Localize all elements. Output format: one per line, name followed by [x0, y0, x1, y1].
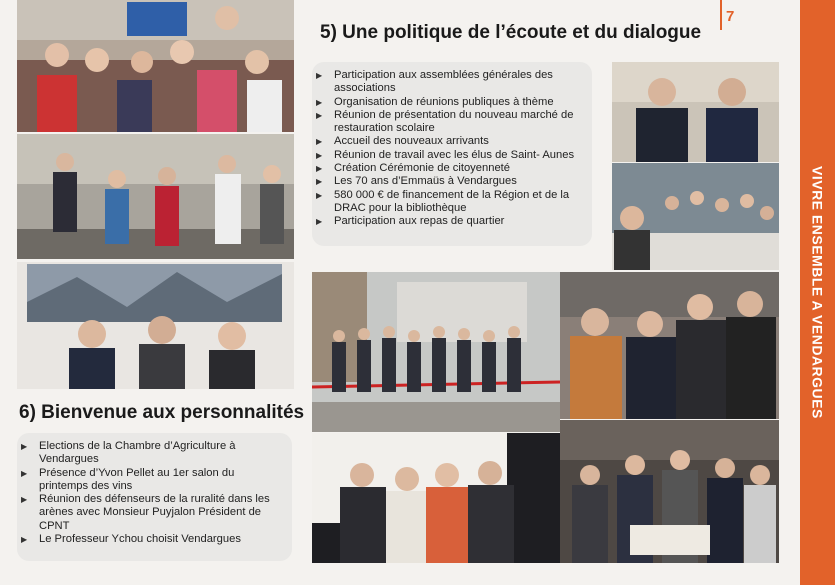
section-5-title: 5) Une politique de l’écoute et du dialogue: [320, 22, 702, 43]
photo-ribbon-cutting: [312, 272, 560, 432]
list-item: ▶ Participation aux repas de quartier: [312, 215, 584, 228]
photo-two-men-table: [612, 62, 779, 162]
list-item: ▶ 580 000 € de financement de la Région et de la DRAC pour la bibliothèque: [312, 189, 584, 216]
photo-four-people-dark: [312, 433, 560, 563]
section-5-box: [312, 62, 592, 246]
photo-three-officials-mural: [17, 262, 294, 389]
list-item: ▶ Elections de la Chambre d’Agriculture à Vendargues: [17, 440, 284, 467]
page-rule: [720, 0, 722, 30]
section-5-list: [312, 62, 592, 229]
page-number: 7: [726, 8, 735, 25]
list-item: ▶ Le Professeur Ychou choisit Vendargues: [17, 533, 284, 546]
photo-ceremony-crowd: [17, 134, 294, 259]
list-item: ▶ Accueil des nouveaux arrivants: [312, 135, 584, 148]
list-item: ▶ Participation aux assemblées générales des associations: [312, 69, 584, 96]
side-banner: [800, 0, 835, 585]
photo-four-personalities: [560, 272, 779, 419]
list-item: ▶ Réunion des défenseurs de la ruralité dans les arènes avec Monsieur Puyjalon Président de CPNT: [17, 493, 284, 533]
list-item: ▶ Réunion de travail avec les élus de Saint- Aunes: [312, 149, 584, 162]
photo-meeting-hall: [560, 420, 779, 563]
section-6-title: 6) Bienvenue aux personnalités: [19, 402, 305, 423]
list-item: ▶ Création Cérémonie de citoyenneté: [312, 162, 584, 175]
section-6-box: [17, 433, 292, 561]
list-item: ▶ Les 70 ans d’Emmaüs à Vendargues: [312, 175, 584, 188]
section-6-list: [17, 433, 292, 546]
photo-meal-crowd: [612, 163, 779, 270]
list-item: ▶ Présence d’Yvon Pellet au 1er salon du printemps des vins: [17, 467, 284, 494]
side-banner-text: VIVRE ENSEMBLE A VENDARGUES: [809, 166, 826, 419]
photo-children-group: [17, 0, 294, 132]
list-item: ▶ Organisation de réunions publiques à thème: [312, 96, 584, 109]
list-item: ▶ Réunion de présentation du nouveau marché de restauration scolaire: [312, 109, 584, 136]
